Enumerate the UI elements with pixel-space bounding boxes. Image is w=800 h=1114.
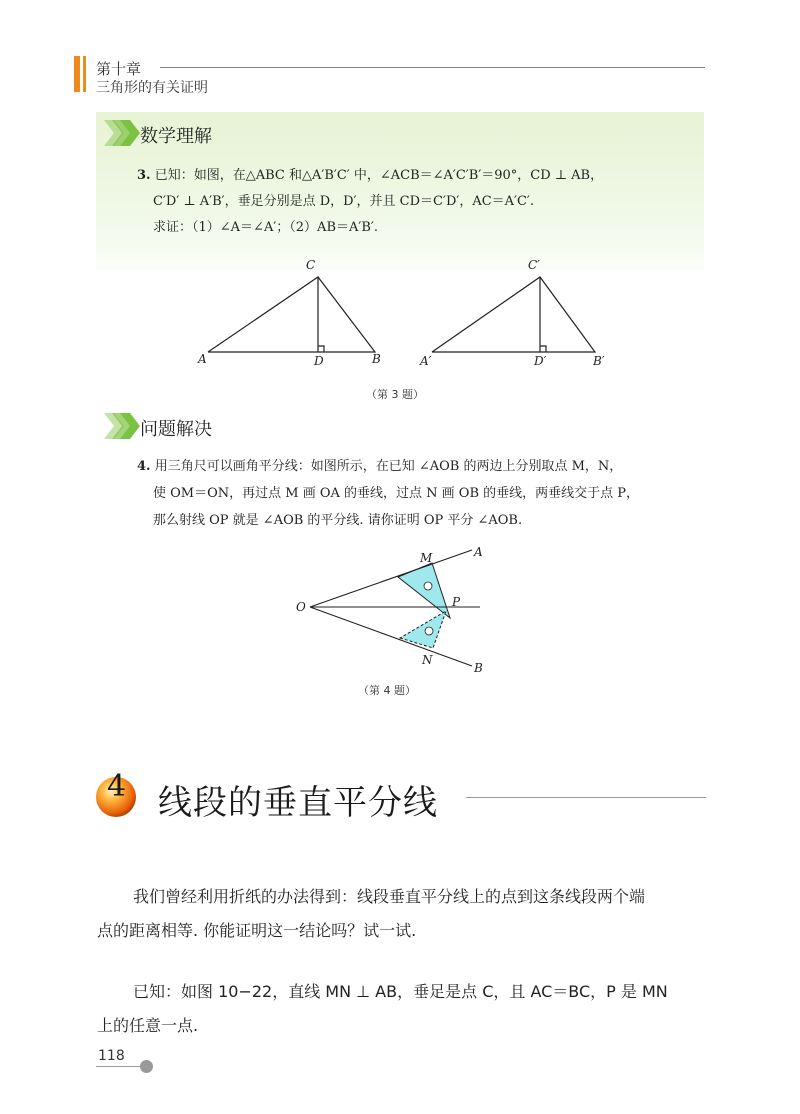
- fig3-label-D: D: [314, 354, 324, 368]
- fig4-label-A: A: [474, 545, 483, 559]
- problem3-line1: [137, 163, 603, 189]
- fig3-label-B-prime: B′: [593, 354, 605, 368]
- section-number-orange-ball-icon: [92, 770, 142, 820]
- problem3-number: 3.: [137, 168, 151, 183]
- problem3-line2: C′D′ ⊥ A′B′，垂足分别是点 D，D′，并且 CD＝C′D′，AC＝A′C′.: [153, 194, 535, 209]
- fig3-label-A-prime: A′: [420, 354, 432, 368]
- section-label-math: 数学理解: [140, 126, 212, 147]
- para1-line1: 我们曾经利用折纸的办法得到：线段垂直平分线上的点到这条线段两个端: [133, 887, 646, 906]
- section-number: 4: [107, 770, 127, 804]
- problem4-line1: [137, 454, 622, 480]
- header-rule: [160, 67, 705, 68]
- fig4-label-N: N: [422, 653, 433, 667]
- fig4-label-P: P: [452, 595, 461, 609]
- section-label-problem: 问题解决: [140, 419, 212, 440]
- header-accent-bar-thin: [83, 56, 86, 92]
- para2-line2: 上的任意一点.: [97, 1016, 199, 1035]
- page-number: 118: [98, 1048, 125, 1064]
- fig3-label-A: A: [198, 352, 207, 366]
- problem3-text1: 已知：如图，在△ABC 和△A′B′C′ 中，∠ACB＝∠A′C′B′＝90°，CD ⊥ AB，: [154, 168, 604, 183]
- section-title-rule: [466, 797, 706, 798]
- problem4-line3: 那么射线 OP 就是 ∠AOB 的平分线. 请你证明 OP 平分 ∠AOB.: [153, 513, 523, 528]
- fig4-label-B: B: [474, 661, 483, 675]
- problem3-line3: 求证：（1）∠A＝∠A′；（2）AB＝A′B′.: [153, 220, 378, 235]
- problem4-number: 4.: [137, 459, 151, 474]
- chapter-label: 第十章: [96, 60, 142, 78]
- para1-line2: 点的距离相等. 你能证明这一结论吗？试一试.: [97, 921, 417, 940]
- figure3-caption: （第 3 题）: [366, 388, 424, 401]
- figure-4: [290, 538, 510, 678]
- figure-3: [190, 255, 620, 375]
- fig3-label-B: B: [372, 352, 381, 366]
- fig3-label-C: C: [306, 258, 316, 272]
- footer-dot-icon: [140, 1060, 153, 1073]
- chevron-arrows-icon: [104, 413, 140, 439]
- fig4-label-O: O: [296, 600, 306, 614]
- chapter-title: 三角形的有关证明: [96, 80, 208, 96]
- para2-line1: 已知：如图 10−22，直线 MN ⊥ AB，垂足是点 C，且 AC＝BC，P 是 MN: [133, 982, 668, 1001]
- problem4-line2: 使 OM＝ON，再过点 M 画 OA 的垂线，过点 N 画 OB 的垂线，两垂线交于点 P，: [153, 486, 640, 501]
- figure4-caption: （第 4 题）: [358, 684, 416, 697]
- section-title: 线段的垂直平分线: [158, 783, 438, 823]
- chevron-arrows-icon: [104, 120, 140, 146]
- fig3-label-C-prime: C′: [528, 258, 540, 272]
- problem4-text1: 用三角尺可以画角平分线：如图所示，在已知 ∠AOB 的两边上分别取点 M，N，: [154, 459, 623, 474]
- footer-rule: [96, 1066, 144, 1067]
- fig4-label-M: M: [420, 551, 433, 565]
- header-accent-bar: [74, 56, 80, 92]
- fig3-label-D-prime: D′: [534, 354, 547, 368]
